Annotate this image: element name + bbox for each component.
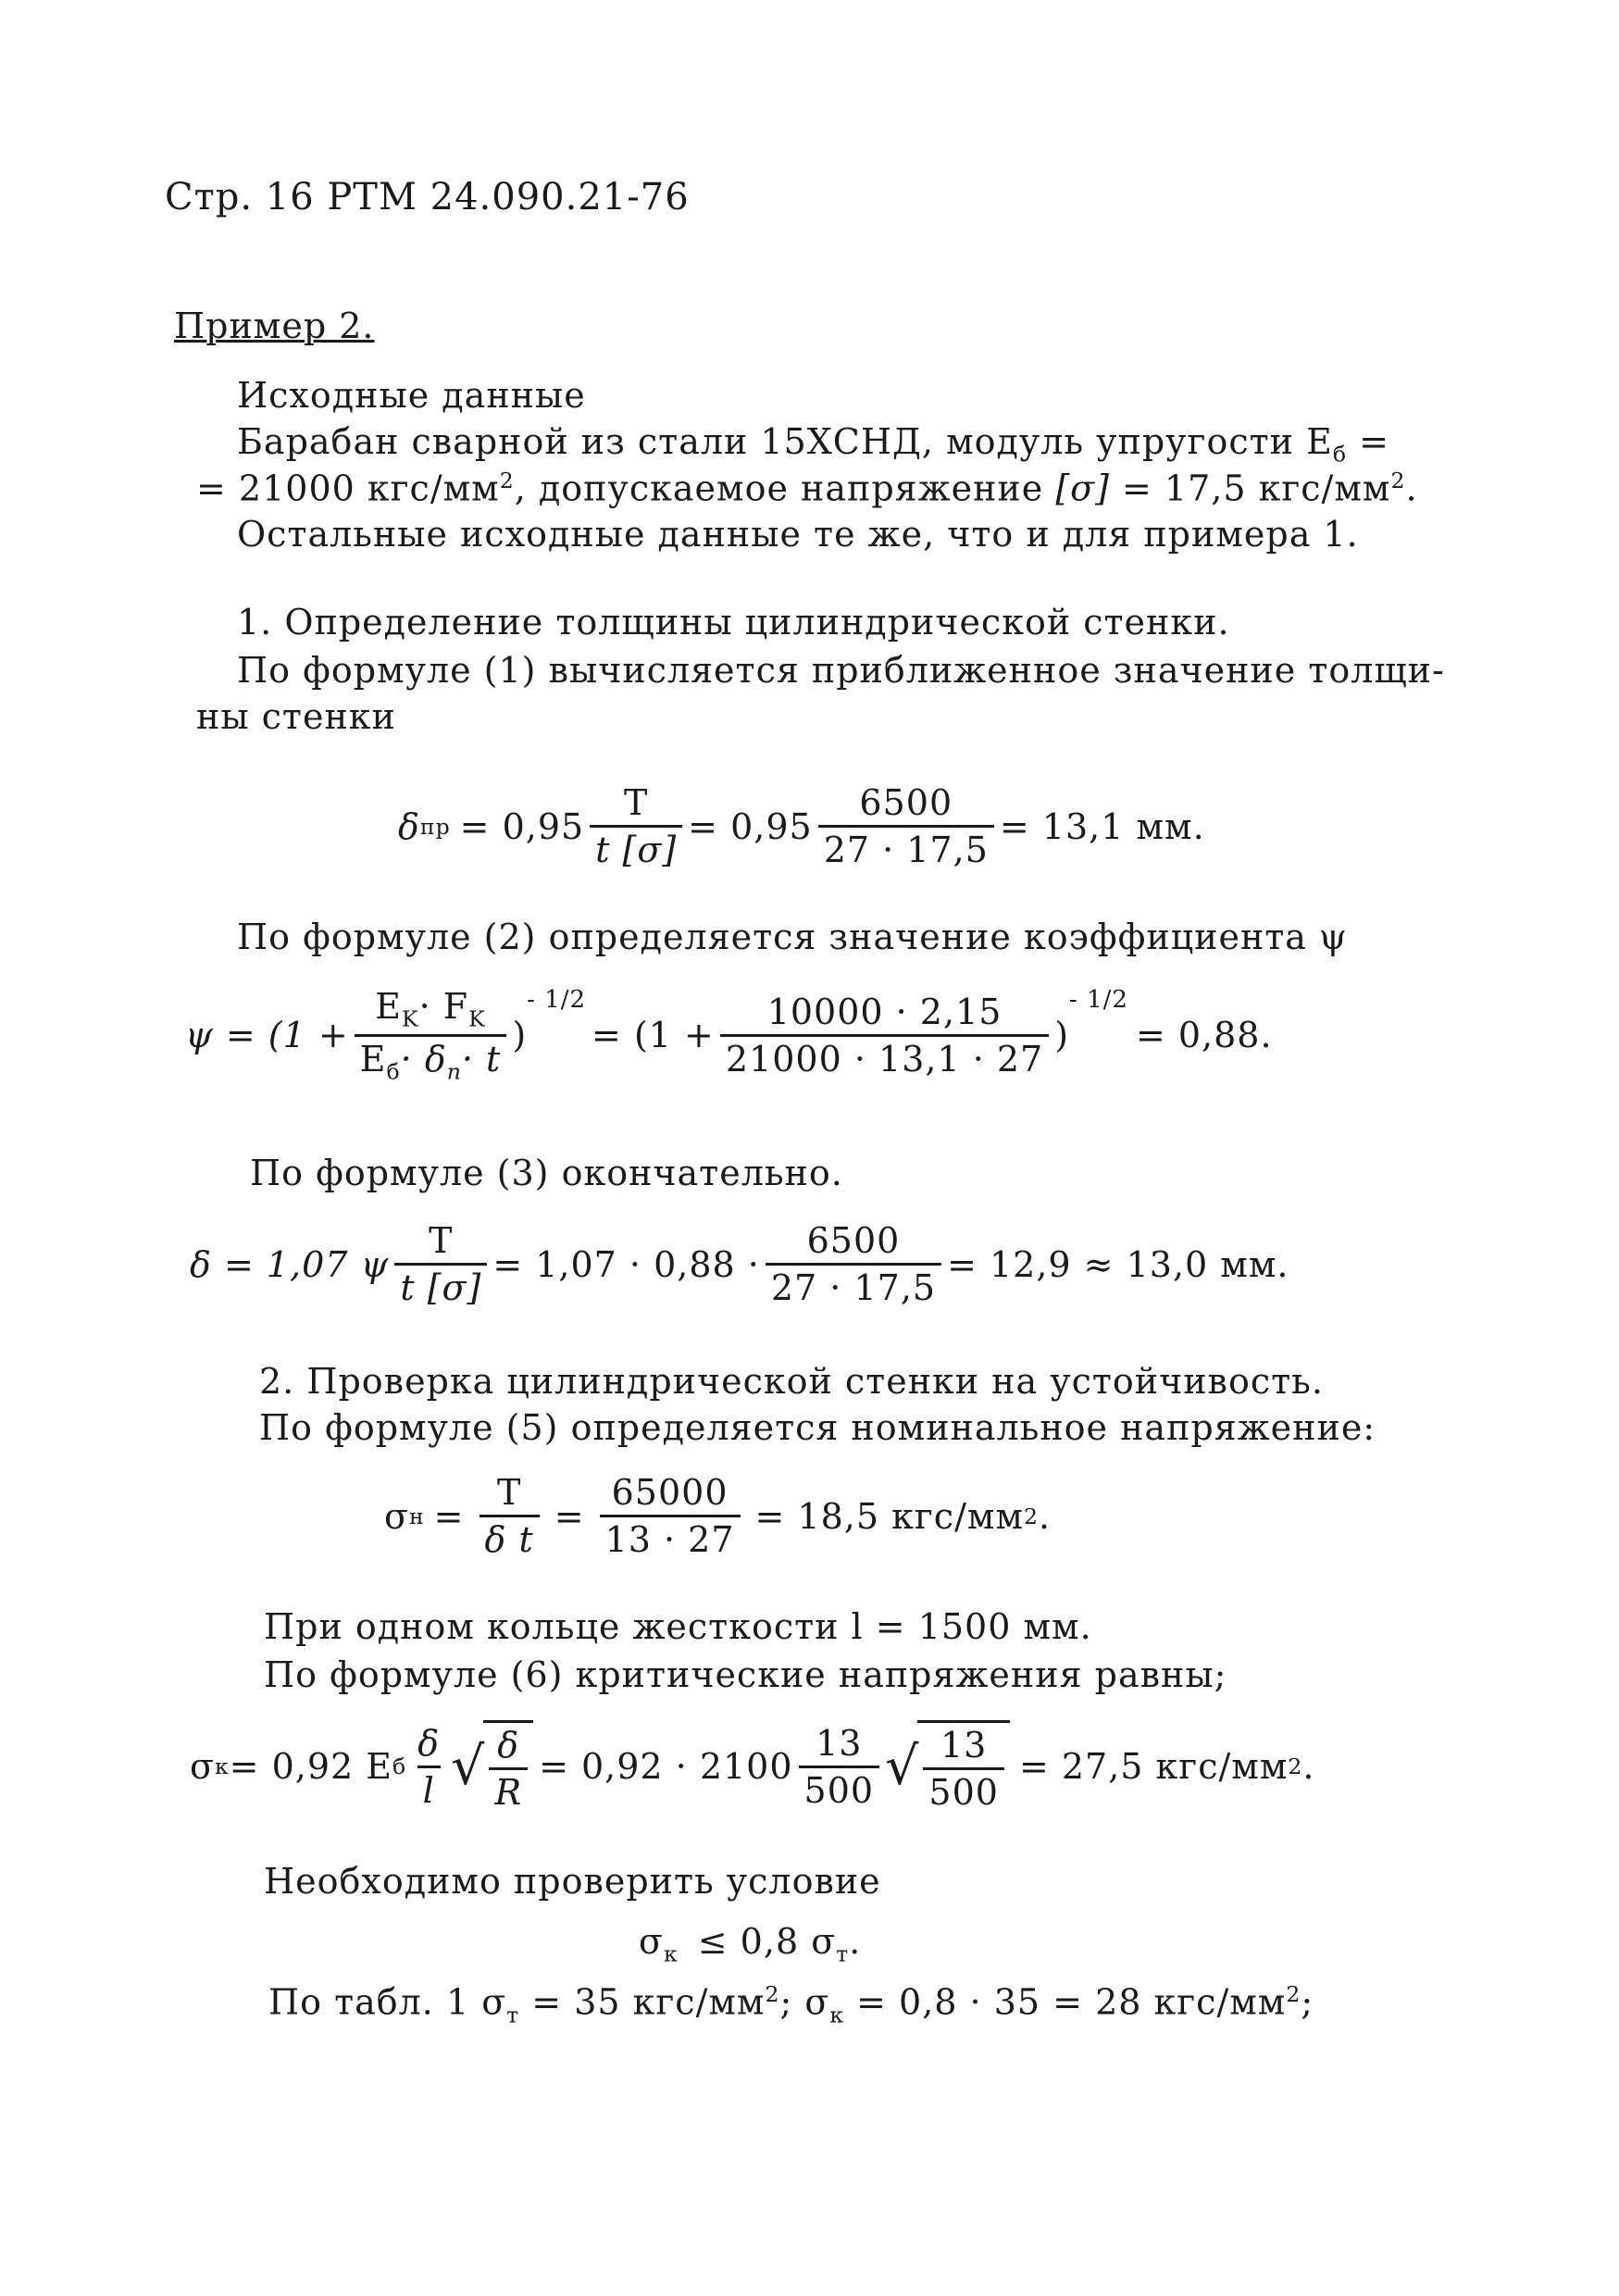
fraction-13-over-500: $\frac{13}{500}$ [799, 1723, 880, 1811]
input-line-3: Остальные исходные данные те же, что и для примера 1. [237, 514, 1359, 555]
input-line-1 [237, 421, 1389, 468]
formula-2: ψ = (1 + $\frac{E_K\cdot F_K}{E_б\cdot \delta_n\cdot t}$ ) - 1/2 = (1 + $\frac{10000 \cdot 2,15}{21000 \cdot 13,1 \cdot 27}$ ) - 1/2 = 0,88. [185, 986, 1273, 1085]
page-header: Стр. 16 РТМ 24.090.21-76 [165, 176, 690, 218]
fraction-numeric-2: $\frac{10000 \cdot 2,15}{21000 \cdot 13,1 \cdot 27}$ [720, 992, 1049, 1079]
formula-1: δ пр = 0,95 $\frac{T}{t [\sigma]}$ = 0,95 $\frac{6500}{27 \cdot 17,5}$ = 13,1 мм. [398, 782, 1205, 870]
modulus-symbol: $E_б$ = [1306, 421, 1389, 468]
fraction-numeric-4: $\frac{65000}{13 \cdot 27}$ [600, 1472, 741, 1560]
section-1-text-b: ны стенки [196, 696, 396, 737]
formula-4: σ н = $\frac{T}{\text{δ t}}$ = $\frac{65000}{13 \cdot 27}$ = 18,5 кгс/мм 2 . [384, 1472, 1052, 1560]
fraction-t-over-t-sigma: $\frac{T}{t [\sigma]}$ [590, 782, 682, 870]
formula-5: σ к = 0,92 E б $\frac{\delta}{l}$ √ $\frac{\delta}{R}$ = 0,92 · 2100 $\frac{13}{500}$ √ $\frac{13}{500}$ = 27,5 кгс/мм 2 . [190, 1720, 1314, 1813]
example-title: Пример 2. [174, 306, 375, 346]
section-2-text-c: По формуле (6) критические напряжения равны; [264, 1654, 1227, 1695]
table-reference-line: По табл. 1 $\sigma_т = 35$ кгс/$мм^2$; $\sigma_к = 0,8 \cdot 35 = 28$ кгс/$мм^2$; [268, 1981, 1314, 2028]
input-heading: Исходные данные [237, 375, 586, 416]
section-2-text-d: Необходимо проверить условие [264, 1861, 881, 1902]
sqrt-13-over-500: √ $\frac{13}{500}$ [885, 1720, 1010, 1813]
section-1-text-a: По формуле (1) вычисляется приближенное значение толщи- [237, 650, 1445, 691]
section-2-text-a: По формуле (5) определяется номинальное напряжение: [259, 1407, 1376, 1448]
section-2-title: 2. Проверка цилиндрической стенки на устойчивость. [259, 1361, 1324, 1402]
allowable-stress: 17,5 кгс/мм [1164, 468, 1391, 509]
sqrt-delta-over-r: √ $\frac{\delta}{R}$ [451, 1720, 533, 1813]
input-text-1: Барабан сварной из стали 15ХСНД, модуль упругости [237, 421, 1294, 462]
stability-condition: $\sigma_к \le 0,8$ $\sigma_т$. [639, 1921, 862, 1967]
section-1-text-c: По формуле (2) определяется значение коэффициента ψ [237, 917, 1348, 957]
input-line-2: = 21000 кгс/$мм^2$, допускаемое напряжение [σ] = 17,5 кгс/$мм^2$. [196, 468, 1418, 509]
fraction-delta-over-l: $\frac{\delta}{l}$ [417, 1722, 441, 1811]
fraction-ek-fk: $\frac{E_K\cdot F_K}{E_б\cdot \delta_n\cdot t}$ [355, 986, 507, 1084]
section-1-title: 1. Определение толщины цилиндрической стенки. [237, 602, 1230, 643]
fraction-t-over-delta-t: $\frac{T}{\text{δ t}}$ [479, 1472, 540, 1560]
section-2-text-b: При одном кольце жесткости l = 1500 мм. [264, 1606, 1092, 1647]
input-text-3: , допускаемое напряжение [514, 468, 1044, 509]
modulus-value: 21000 кгс/мм [238, 468, 500, 509]
fraction-numeric-1: $\frac{6500}{27 \cdot 17,5}$ [818, 782, 994, 870]
section-1-text-d: По формуле (3) окончательно. [250, 1153, 843, 1193]
formula-3: δ = 1,07 ψ $\frac{T}{t [\sigma]}$ = 1,07 · 0,88 · $\frac{6500}{27 \cdot 17,5}$ = 12,9 ≈ 13,0 мм. [190, 1220, 1289, 1308]
fraction-t-over-t-sigma-2: $\frac{T}{t [\sigma]}$ [394, 1220, 487, 1308]
fraction-numeric-3: $\frac{6500}{27 \cdot 17,5}$ [766, 1220, 941, 1308]
